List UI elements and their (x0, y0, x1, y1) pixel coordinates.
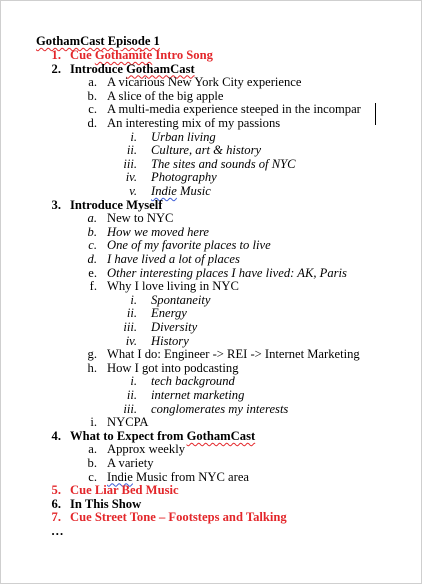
list-marker: 5. (51, 483, 61, 498)
list-item-text: Cue Street Tone – Footsteps and Talking (70, 510, 287, 525)
list-marker: 4. (51, 428, 61, 443)
list-marker: a. (87, 211, 97, 226)
list-item-text: Cue Liar Bed Music (70, 483, 179, 498)
list-marker: ii. (126, 306, 137, 321)
list-marker: e. (88, 265, 97, 280)
list-item-text: What to Expect from GothamCast (70, 428, 256, 443)
list-marker: iv. (125, 333, 137, 348)
list-marker: 3. (51, 197, 61, 212)
list-item-text: I have lived a lot of places (107, 252, 240, 266)
list-marker: ii. (126, 388, 137, 402)
list-marker: ii. (126, 143, 137, 158)
list-item-text: What I do: Engineer -> REI -> Internet Marketing (107, 347, 360, 362)
list-item-text: New to NYC (107, 211, 174, 226)
list-item-text: The sites and sounds of NYC (151, 156, 296, 171)
list-item-text: How I got into podcasting (107, 360, 239, 375)
list-item-text: Introduce GothamCast (70, 61, 195, 76)
list-marker: b. (87, 88, 97, 103)
list-marker: iv. (125, 170, 137, 185)
list-item-text: How we moved here (107, 224, 210, 239)
list-item-text: A variety (107, 456, 154, 470)
list-marker: i. (90, 415, 97, 430)
list-item-text: Other interesting places I have lived: AK, Paris (107, 265, 347, 280)
list-marker: c. (88, 102, 97, 117)
list-item-text: Photography (151, 170, 217, 185)
list-item-text: NYCPA (107, 415, 149, 430)
list-item-text: Culture, art & history (151, 143, 262, 158)
list-marker: 1. (51, 48, 61, 62)
list-item-text: Indie Music (151, 184, 211, 198)
list-marker: iii. (123, 401, 137, 416)
list-item-text: conglomerates my interests (151, 401, 289, 416)
list-item-text: Introduce Myself (70, 197, 163, 212)
list-marker: a. (88, 75, 97, 90)
list-marker: a. (88, 442, 97, 457)
list-marker: f. (89, 279, 97, 294)
list-marker: iii. (123, 156, 137, 171)
list-item-text: Energy (151, 306, 187, 321)
list-item-text: internet marketing (151, 388, 245, 402)
list-marker: i. (130, 129, 137, 144)
list-item-text: Indie Music from NYC area (107, 469, 250, 484)
list-marker: b. (87, 224, 97, 239)
list-item-text: Why I love living in NYC (107, 279, 239, 294)
list-item-text: One of my favorite places to live (107, 238, 271, 253)
list-marker: i. (130, 374, 137, 389)
list-marker: iii. (123, 320, 137, 334)
list-item-text: … (51, 524, 64, 538)
list-marker: 7. (51, 510, 61, 525)
list-marker: d. (87, 116, 97, 130)
list-item-text: Diversity (151, 320, 198, 334)
list-marker: g. (87, 347, 97, 362)
list-marker: c. (88, 238, 97, 253)
list-item-text: A multi-media experience steeped in the incompar (107, 102, 361, 117)
list-marker: h. (87, 360, 97, 375)
list-item-text: Approx weekly (107, 442, 185, 457)
list-item-text: In This Show (70, 496, 142, 511)
list-marker: 6. (51, 496, 61, 511)
list-marker: v. (129, 184, 137, 198)
list-item-text: A slice of the big apple (107, 88, 224, 103)
list-marker: i. (130, 292, 137, 307)
list-item-text: History (151, 333, 189, 348)
title-text: GothamCast Episode 1 (36, 34, 160, 48)
list-item-text: A vicarious New York City experience (107, 75, 302, 90)
list-marker: 2. (51, 61, 61, 76)
list-marker: b. (87, 456, 97, 470)
list-marker: c. (88, 469, 97, 484)
list-item-text: Spontaneity (151, 292, 211, 307)
list-item-text: tech background (151, 374, 235, 389)
list-item-text: Cue Gothamite Intro Song (70, 48, 213, 62)
document-title (36, 35, 160, 49)
list-marker: d. (87, 252, 97, 266)
list-item-text: Urban living (151, 129, 216, 144)
text-cursor (375, 103, 376, 125)
list-item-text: An interesting mix of my passions (107, 116, 281, 130)
